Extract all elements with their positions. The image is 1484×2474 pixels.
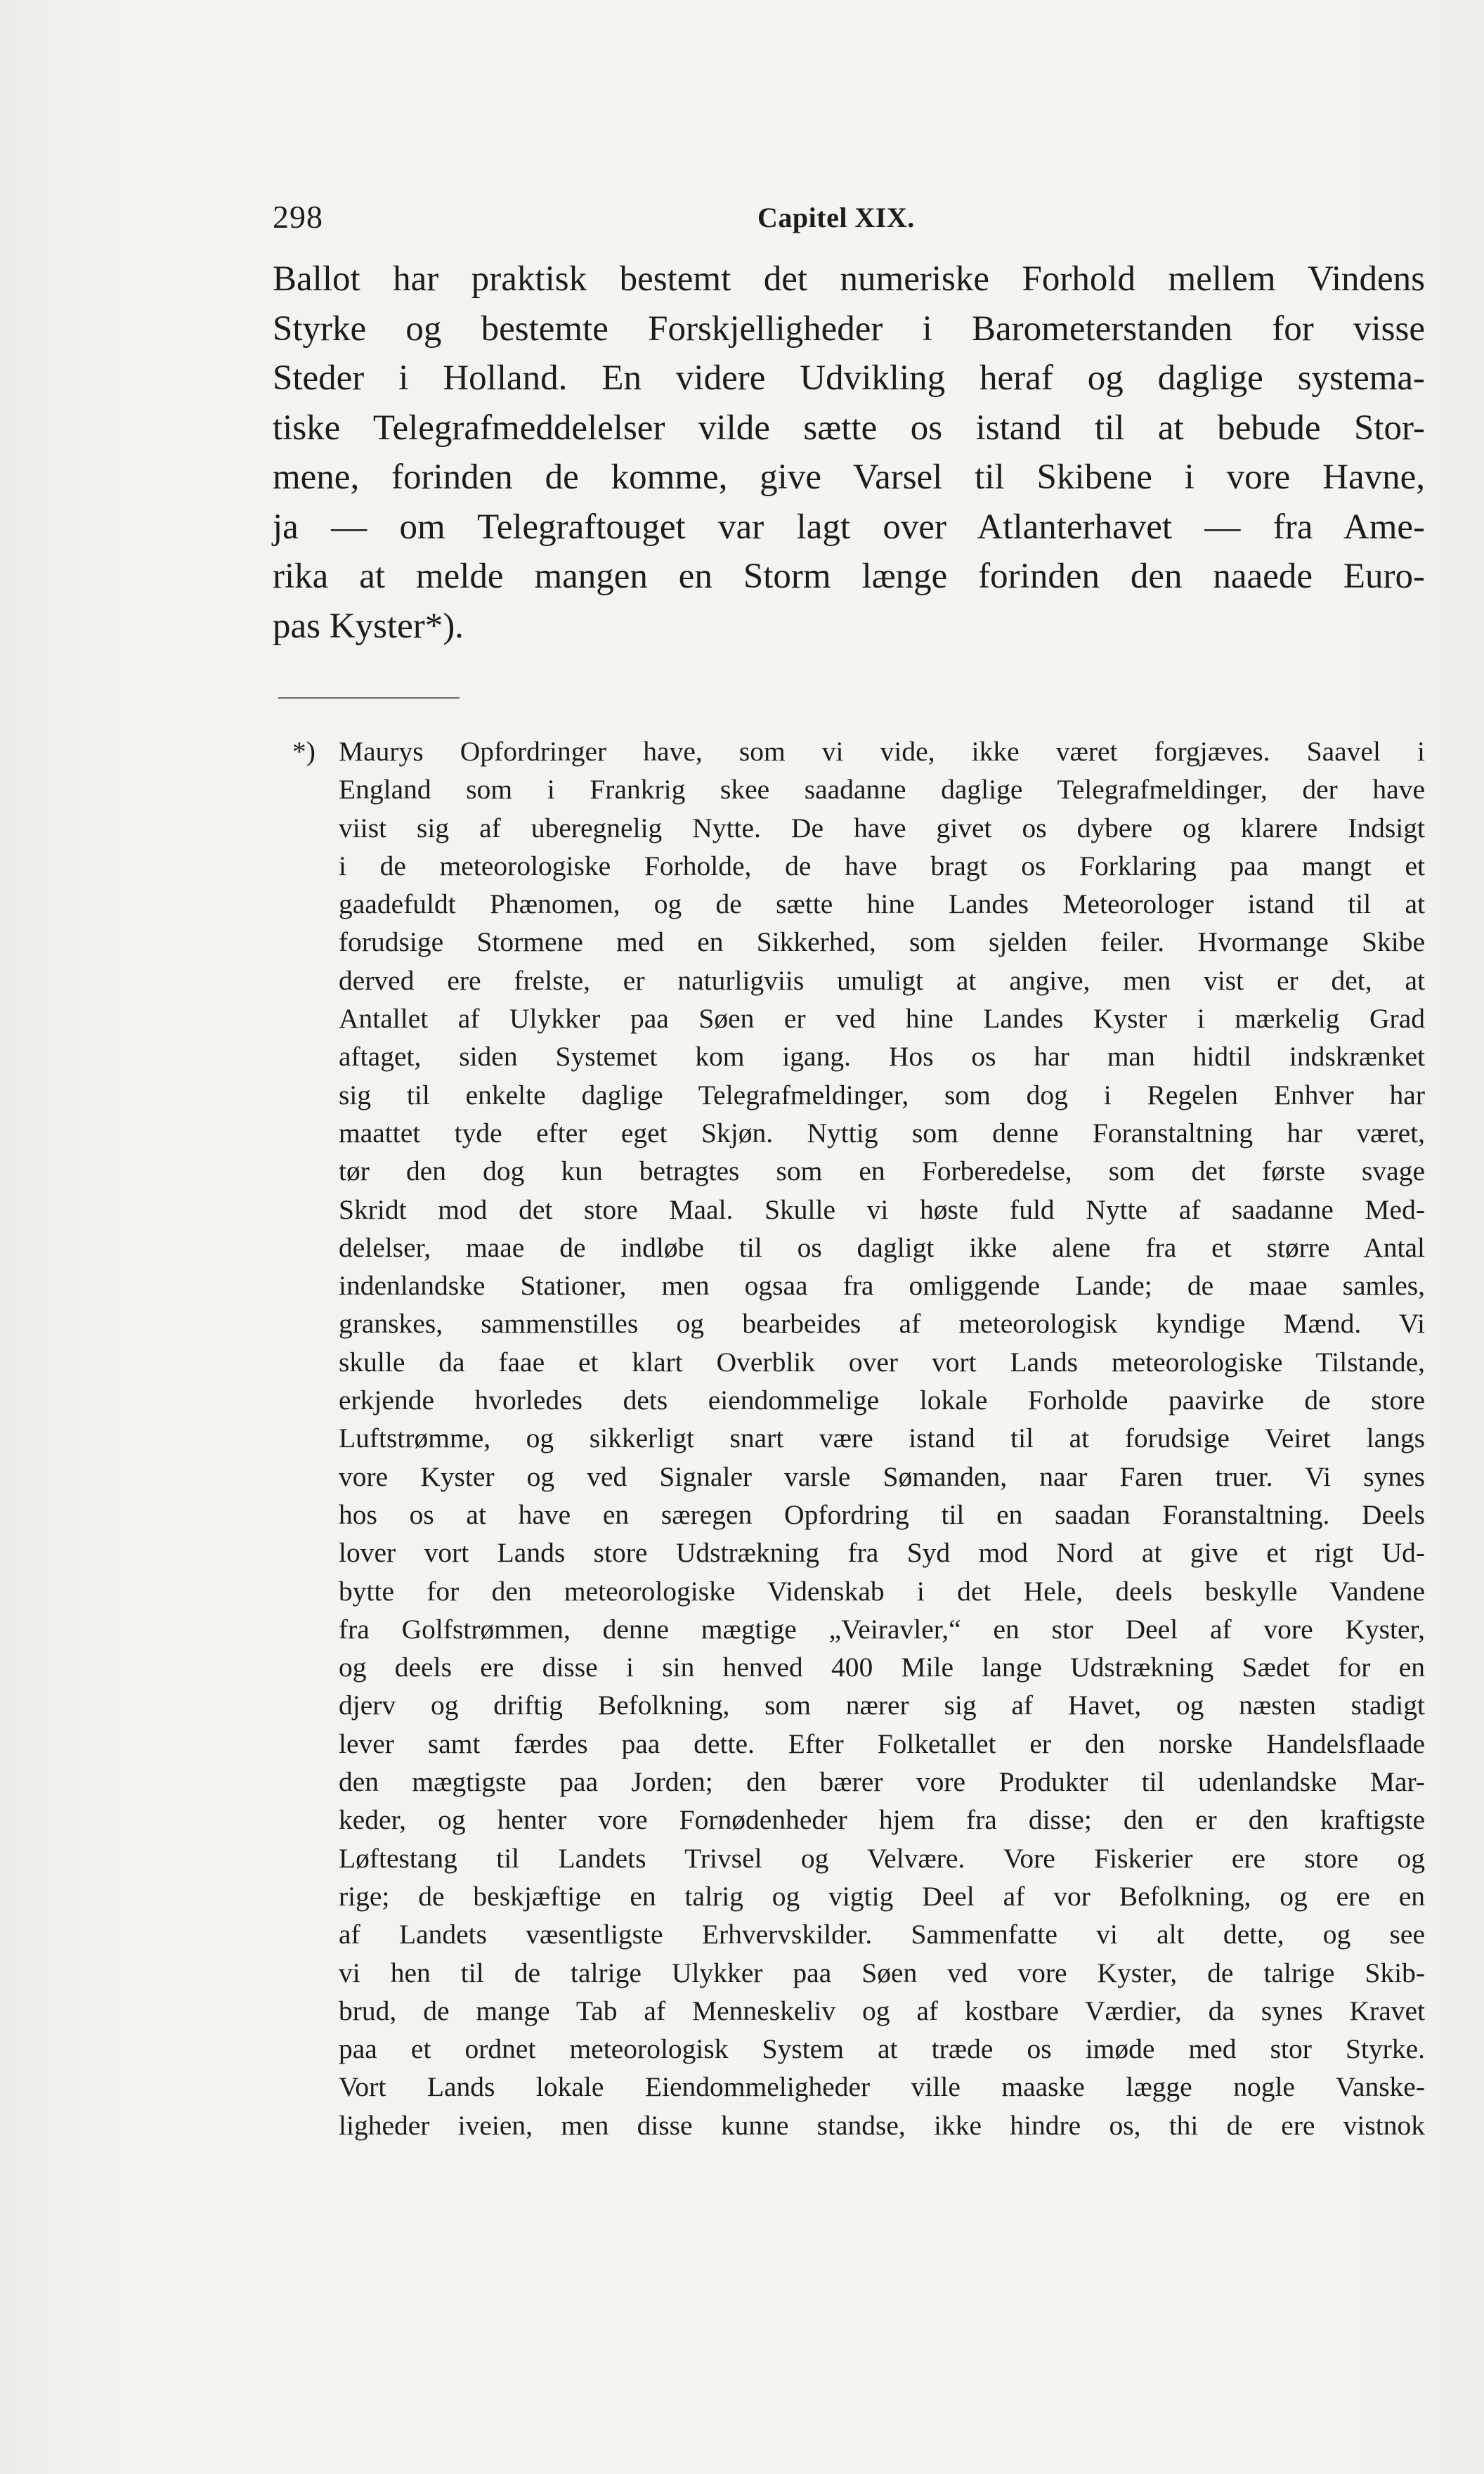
text-line: tiske Telegrafmeddelelser vilde sætte os istand til at bebude Stor-	[273, 408, 1425, 448]
footnote-line: lever samt færdes paa dette. Efter Folketallet er den norske Handelsflaade	[339, 1728, 1425, 1759]
footnote-line: og deels ere disse i sin henved 400 Mile lange Udstrækning Sædet for en	[339, 1652, 1425, 1683]
footnote-line: Vort Lands lokale Eiendommeligheder ville maaske lægge nogle Vanske-	[339, 2071, 1425, 2103]
footnote-line: forudsige Stormene med en Sikkerhed, som sjelden feiler. Hvormange Skibe	[339, 926, 1425, 958]
text-line: mene, forinden de komme, give Varsel til Skibene i vore Havne,	[273, 458, 1425, 497]
footnote-line: brud, de mange Tab af Menneskeliv og af kostbare Værdier, da synes Kravet	[339, 1995, 1425, 2026]
footnote-line: af Landets væsentligste Erhvervskilder. Sammenfatte vi alt dette, og see	[339, 1919, 1425, 1950]
footnote-line: Skridt mod det store Maal. Skulle vi høste fuld Nytte af saadanne Med-	[339, 1193, 1425, 1225]
footnote-divider	[278, 697, 460, 699]
footnote-line: vi hen til de talrige Ulykker paa Søen ved vore Kyster, de talrige Skib-	[339, 1957, 1425, 1988]
main-paragraph	[273, 254, 1425, 651]
footnote-line: keder, og henter vore Fornødenheder hjem fra disse; den er den kraftigste	[339, 1804, 1425, 1836]
footnote-line: hos os at have en særegen Opfordring til en saadan Foranstaltning. Deels	[339, 1498, 1425, 1530]
running-title: Capitel XIX.	[757, 202, 915, 233]
text-line: Steder i Holland. En videre Udvikling heraf og daglige systema-	[273, 358, 1425, 398]
footnote-line: skulle da faae et klart Overblik over vort Lands meteorologiske Tilstande,	[339, 1346, 1425, 1378]
text-line: Styrke og bestemte Forskjelligheder i Barometerstanden for visse	[273, 309, 1425, 349]
footnote-line: tør den dog kun betragtes som en Forberedelse, som det første svage	[339, 1155, 1425, 1187]
footnote-line: djerv og driftig Befolkning, som nærer sig af Havet, og næsten stadigt	[339, 1690, 1425, 1721]
footnote-line: paa et ordnet meteorologisk System at træde os imøde med stor Styrke.	[339, 2033, 1425, 2065]
footnote-line: Antallet af Ulykker paa Søen er ved hine Landes Kyster i mærkelig Grad	[339, 1003, 1425, 1035]
footnote-line: viist sig af uberegnelig Nytte. De have givet os dybere og klarere Indsigt	[339, 812, 1425, 843]
footnote-line: fra Golfstrømmen, denne mægtige „Veiravler,“ en stor Deel af vore Kyster,	[339, 1613, 1425, 1645]
footnote-line: maattet tyde efter eget Skjøn. Nyttig som denne Foranstaltning har været,	[339, 1117, 1425, 1148]
footnote-line: Løftestang til Landets Trivsel og Velvære. Vore Fiskerier ere store og	[339, 1842, 1425, 1874]
footnote-line: i de meteorologiske Forholde, de have bragt os Forklaring paa mangt et	[339, 850, 1425, 881]
text-line: ja — om Telegraftouget var lagt over Atlanterhavet — fra Ame-	[273, 507, 1425, 547]
text-line: Ballot har praktisk bestemt det numeriske Forhold mellem Vindens	[273, 259, 1425, 299]
footnote-line: indenlandske Stationer, men ogsaa fra omliggende Lande; de maae samles,	[339, 1270, 1425, 1302]
footnote-line: erkjende hvorledes dets eiendommelige lokale Forholde paavirke de store	[339, 1385, 1425, 1416]
footnote-line	[292, 732, 1425, 770]
footnote-line: den mægtigste paa Jorden; den bærer vore Produkter til udenlandske Mar-	[339, 1766, 1425, 1798]
page-header	[273, 198, 1425, 240]
text-line: pas Kyster*).	[273, 606, 464, 646]
footnote-line: Luftstrømme, og sikkerligt snart være istand til at forudsige Veiret langs	[339, 1423, 1425, 1454]
footnote-line: gaadefuldt Phænomen, og de sætte hine Landes Meteorologer istand til at	[339, 888, 1425, 920]
footnote-line: granskes, sammenstilles og bearbeides af meteorologisk kyndige Mænd. Vi	[339, 1308, 1425, 1340]
footnote-line: lover vort Lands store Udstrækning fra Syd mod Nord at give et rigt Ud-	[339, 1537, 1425, 1569]
text-line: rika at melde mangen en Storm længe forinden den naaede Euro-	[273, 557, 1425, 596]
footnote-line: rige; de beskjæftige en talrig og vigtig Deel af vor Befolkning, og ere en	[339, 1880, 1425, 1912]
footnote-line: sig til enkelte daglige Telegrafmeldinger, som dog i Regelen Enhver har	[339, 1079, 1425, 1110]
footnote-line: bytte for den meteorologiske Videnskab i det Hele, deels beskylle Vandene	[339, 1575, 1425, 1607]
footnote-line: derved ere frelste, er naturligviis umuligt at angive, men vist er det, at	[339, 964, 1425, 996]
footnote	[292, 732, 1425, 2144]
footnote-line: ligheder iveien, men disse kunne standse, ikke hindre os, thi de ere vistnok	[339, 2109, 1425, 2141]
footnote-marker: *)	[292, 736, 315, 767]
footnote-line: aftaget, siden Systemet kom igang. Hos os har man hidtil indskrænket	[339, 1041, 1425, 1073]
footnote-line: England som i Frankrig skee saadanne daglige Telegrafmeldinger, der have	[339, 774, 1425, 805]
footnote-line: vore Kyster og ved Signaler varsle Sømanden, naar Faren truer. Vi synes	[339, 1461, 1425, 1492]
footnote-line-text: Maurys Opfordringer have, som vi vide, ikke været forgjæves. Saavel i	[339, 736, 1425, 767]
footnote-line: delelser, maae de indløbe til os dagligt ikke alene fra et større Antal	[339, 1231, 1425, 1263]
page-number: 298	[273, 199, 323, 235]
